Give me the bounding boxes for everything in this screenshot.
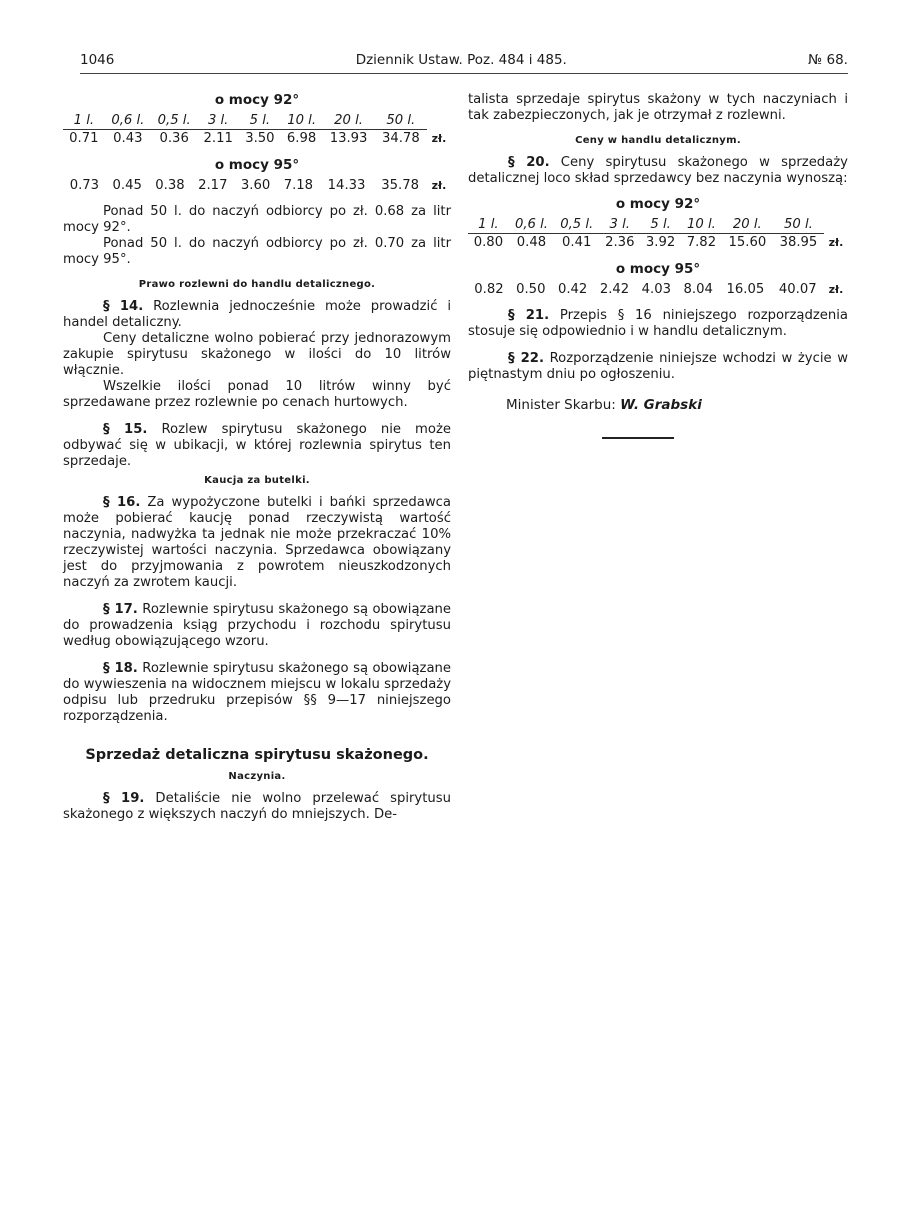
price-cell: 0.80 bbox=[473, 235, 504, 250]
volume-cell: 20 l. bbox=[322, 112, 374, 130]
wholesale-price-table-92 bbox=[63, 112, 451, 147]
price-row bbox=[63, 130, 451, 148]
section-number: § 17. bbox=[103, 602, 138, 617]
retail-price-table-92 bbox=[468, 216, 848, 251]
price-cell: 0.41 bbox=[562, 235, 592, 250]
retail-price-table-95 bbox=[468, 281, 848, 298]
section-text: Rozlewnia jednocześnie może prowadzić i handel detaliczny. bbox=[63, 299, 451, 330]
currency-unit: zł. bbox=[828, 283, 844, 296]
price-cell: 3.92 bbox=[645, 235, 676, 250]
paragraph-s18 bbox=[63, 661, 451, 725]
section-title: Sprzedaż detaliczna spirytusu skażonego. bbox=[85, 747, 429, 763]
paragraph: Ceny detaliczne wolno pobierać przy jednorazowym zakupie spirytusu skażonego w ilości do 10 litrów włącznie. bbox=[63, 331, 451, 378]
price-cell: 0.45 bbox=[112, 178, 142, 193]
wholesale-price-table-95 bbox=[63, 177, 451, 194]
section-text: Za wypożyczone butelki i bańki sprzedawca może pobierać kaucję ponad rzeczywistą wartość naczynia, nadwyżka ta jednak nie może przekraczać 10% rzeczywistej wartości naczynia. Sprzedawca obowiązany jest do przyjmowania z powrotem nieuszkodzonych naczyń za zwrotem kaucji. bbox=[63, 495, 451, 590]
volume-cell: 50 l. bbox=[375, 112, 427, 130]
price-table-title: o mocy 92° bbox=[214, 92, 300, 108]
volume-cell: 0,6 l. bbox=[509, 216, 554, 234]
paragraph: Ponad 50 l. do naczyń odbiorcy po zł. 0.68 za litr mocy 92°. bbox=[63, 204, 451, 235]
section-text: Rozlewnie spirytusu skażonego są obowiązane do prowadzenia ksiąg przychodu i rozchodu spirytusu według obowiązującego wzoru. bbox=[63, 602, 452, 649]
section-text: Rozporządzenie niniejsze wchodzi w życie w piętnastym dniu po ogłoszeniu. bbox=[468, 351, 849, 382]
price-cell: 0.38 bbox=[155, 178, 185, 193]
section-text: Przepis § 16 niniejszego rozporządzenia stosuje się odpowiednio i w handlu detalicznym. bbox=[468, 308, 848, 339]
volume-cell: 0,5 l. bbox=[554, 216, 599, 234]
price-cell: 3.60 bbox=[240, 178, 271, 193]
paragraph-s14 bbox=[63, 299, 451, 331]
journal-title: Dziennik Ustaw. Poz. 484 i 485. bbox=[355, 52, 567, 68]
price-cell: 8.04 bbox=[683, 282, 713, 297]
section-number: § 22. bbox=[508, 351, 544, 366]
price-table-title: o mocy 92° bbox=[615, 196, 701, 212]
signature-role: Minister Skarbu: bbox=[506, 397, 621, 413]
section-text: Ceny spirytusu skażonego w sprzedaży detalicznej loco skład sprzedawcy bez naczynia wynoszą: bbox=[468, 155, 848, 186]
volume-cell: 10 l. bbox=[681, 216, 722, 234]
price-cell: 7.18 bbox=[283, 178, 314, 193]
currency-unit: zł. bbox=[828, 235, 844, 249]
paragraph-continuation: talista sprzedaje spirytus skażony w tych naczyniach i tak zabezpieczonych, jak je otrzymał z rozlewni. bbox=[468, 92, 848, 123]
section-text: Rozlewnie spirytusu skażonego są obowiązane do wywieszenia na widocznem miejscu w lokalu sprzedaży odpisu lub przedruku przepisów §§ 9—17 niniejszego rozporządzenia. bbox=[63, 661, 452, 724]
price-row bbox=[63, 177, 451, 194]
price-cell: 2.36 bbox=[605, 235, 635, 250]
left-column bbox=[63, 92, 451, 823]
paragraph-s17 bbox=[63, 602, 451, 650]
section-number: § 19. bbox=[103, 791, 145, 806]
price-cell: 35.78 bbox=[381, 178, 420, 193]
price-table-title: o mocy 95° bbox=[615, 261, 701, 277]
paragraph-s22 bbox=[468, 351, 848, 383]
price-table-title: o mocy 95° bbox=[214, 157, 300, 173]
price-cell: 34.78 bbox=[381, 131, 420, 146]
price-cell: 0.73 bbox=[69, 178, 100, 193]
section-number: § 21. bbox=[508, 308, 550, 323]
volume-cell: 0,6 l. bbox=[105, 112, 151, 130]
price-cell: 0.36 bbox=[159, 131, 189, 146]
price-cell: 0.42 bbox=[557, 282, 588, 297]
volume-cell: 5 l. bbox=[640, 216, 681, 234]
price-cell: 6.98 bbox=[286, 131, 317, 146]
section-number: § 16. bbox=[103, 495, 141, 510]
paragraph: Ponad 50 l. do naczyń odbiorcy po zł. 0.70 za litr mocy 95°. bbox=[63, 236, 451, 267]
header-rule bbox=[80, 73, 848, 74]
volume-cell: 50 l. bbox=[773, 216, 824, 234]
price-cell: 13.93 bbox=[329, 131, 368, 146]
volume-cell: 20 l. bbox=[722, 216, 773, 234]
paragraph-s20 bbox=[468, 155, 848, 187]
price-cell: 0.43 bbox=[113, 131, 143, 146]
price-cell: 0.82 bbox=[474, 282, 504, 297]
section-text: Rozlew spirytusu skażonego nie może odbywać się w ubikacji, w której rozlewnia spirytus ten sprzedaje. bbox=[63, 422, 451, 469]
signature bbox=[468, 397, 848, 413]
price-cell: 2.42 bbox=[599, 282, 630, 297]
volume-cell: 1 l. bbox=[63, 112, 105, 130]
end-rule bbox=[602, 437, 674, 439]
subheading: Naczynia. bbox=[228, 771, 286, 782]
subheading: Prawo rozlewni do handlu detalicznego. bbox=[138, 279, 376, 290]
price-cell: 7.82 bbox=[686, 235, 717, 250]
subheading: Ceny w handlu detalicznym. bbox=[575, 135, 741, 146]
price-cell: 38.95 bbox=[779, 235, 818, 250]
section-number: § 15. bbox=[103, 422, 148, 437]
unit-spacer bbox=[824, 216, 848, 234]
volume-cell: 3 l. bbox=[197, 112, 239, 130]
volume-row bbox=[468, 216, 848, 234]
price-cell: 2.17 bbox=[198, 178, 228, 193]
price-cell: 4.03 bbox=[641, 282, 672, 297]
signature-name: W. Grabski bbox=[620, 397, 702, 413]
paragraph-s15 bbox=[63, 422, 451, 470]
price-row bbox=[468, 234, 848, 252]
unit-spacer bbox=[427, 112, 451, 130]
currency-unit: zł. bbox=[431, 179, 447, 192]
price-cell: 0.50 bbox=[516, 282, 546, 297]
paragraph-s21 bbox=[468, 308, 848, 340]
volume-cell: 3 l. bbox=[599, 216, 640, 234]
price-cell: 0.71 bbox=[69, 131, 99, 146]
issue-number: № 68. bbox=[808, 52, 848, 68]
price-cell: 16.05 bbox=[726, 282, 765, 297]
price-row bbox=[468, 281, 848, 298]
volume-cell: 0,5 l. bbox=[151, 112, 197, 130]
paragraph-s19 bbox=[63, 791, 451, 823]
subheading: Kaucja za butelki. bbox=[204, 475, 310, 486]
right-column bbox=[468, 92, 848, 439]
price-cell: 0.48 bbox=[516, 235, 547, 250]
price-cell: 14.33 bbox=[327, 178, 366, 193]
section-number: § 18. bbox=[103, 661, 138, 676]
section-number: § 14. bbox=[103, 299, 144, 314]
volume-cell: 1 l. bbox=[468, 216, 509, 234]
currency-unit: zł. bbox=[431, 131, 447, 145]
page-number: 1046 bbox=[80, 52, 115, 68]
price-cell: 15.60 bbox=[728, 235, 767, 250]
price-cell: 2.11 bbox=[203, 131, 233, 146]
volume-cell: 10 l. bbox=[281, 112, 323, 130]
section-text: Detaliście nie wolno przelewać spirytusu skażonego z większych naczyń do mniejszych. De- bbox=[63, 791, 451, 822]
price-cell: 3.50 bbox=[245, 131, 275, 146]
volume-row bbox=[63, 112, 451, 130]
volume-cell: 5 l. bbox=[239, 112, 281, 130]
paragraph: Wszelkie ilości ponad 10 litrów winny być sprzedawane przez rozlewnie po cenach hurtowych. bbox=[63, 379, 451, 410]
paragraph-s16 bbox=[63, 495, 451, 591]
page-header bbox=[80, 52, 848, 72]
price-cell: 40.07 bbox=[778, 282, 817, 297]
section-number: § 20. bbox=[508, 155, 550, 170]
